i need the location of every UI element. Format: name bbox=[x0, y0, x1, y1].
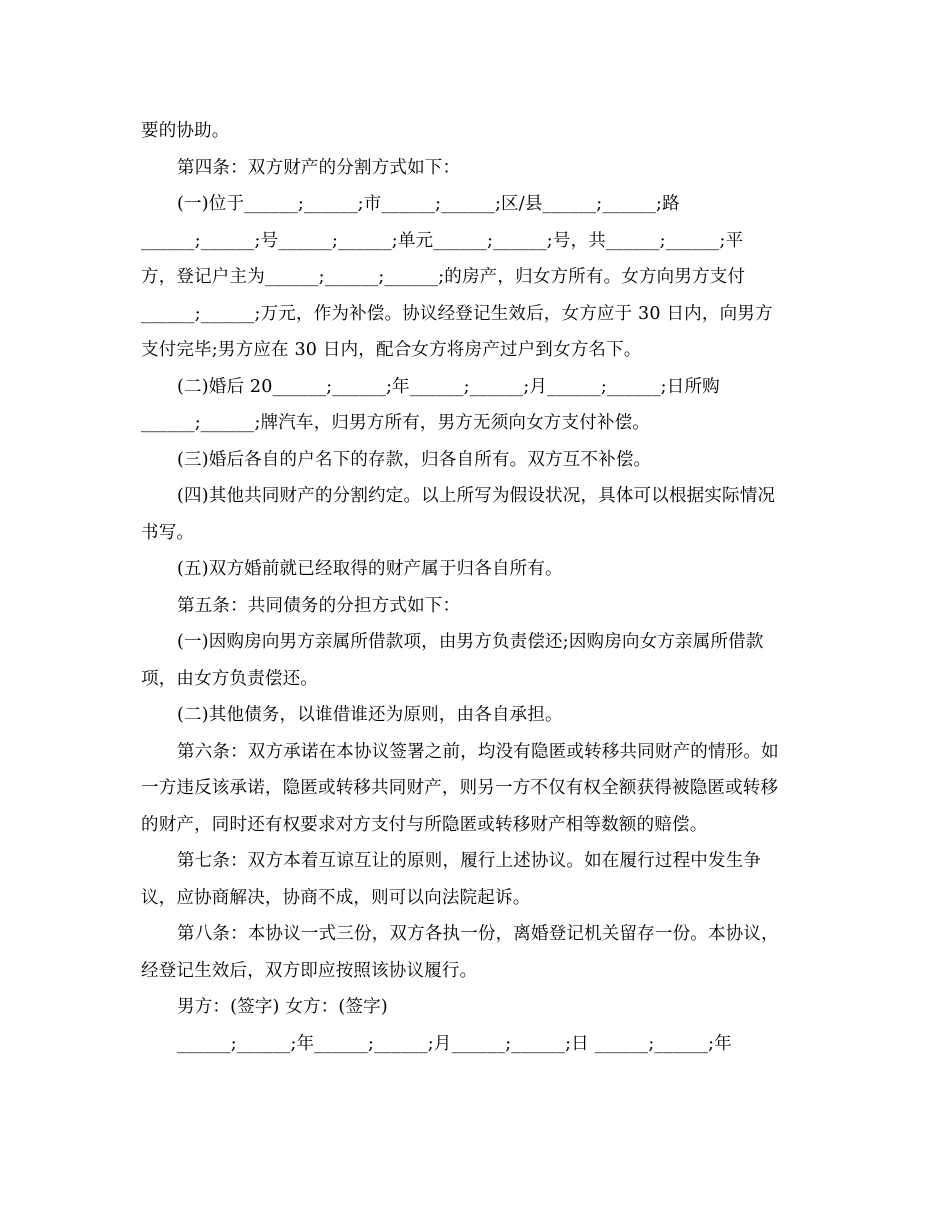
article-5-heading: 第五条：共同债务的分担方式如下： bbox=[177, 595, 461, 616]
article-6-line-3: 的财产，同时还有权要求对方支付与所隐匿或转移财产相等数额的赔偿。 bbox=[141, 814, 708, 835]
text-line-11: (四)其他共同财产的分割约定。以上所写为假设状况，具体可以根据实际情况 bbox=[177, 486, 776, 506]
document-body bbox=[141, 113, 811, 1062]
text-line-3: (一)位于______;______;市______;______;区/县______;______;路 bbox=[177, 194, 680, 214]
text-line-15: (一)因购房向男方亲属所借款项，由男方负责偿还;因购房向女方亲属所借款 bbox=[177, 632, 764, 652]
text-line-10: (三)婚后各自的户名下的存款，归各自所有。双方互不补偿。 bbox=[177, 449, 652, 470]
signature-line: 男方：(签字) 女方：(签字) bbox=[177, 997, 388, 1017]
text-line-6: ______;______;万元，作为补偿。协议经登记生效后，女方应于 30 日内，向男方 bbox=[141, 303, 773, 324]
article-8-line-1: 第八条：本协议一式三份，双方各执一份，离婚登记机关留存一份。本协议， bbox=[177, 924, 779, 944]
article-6-line-2: 一方违反该承诺，隐匿或转移共同财产，则另一方不仅有权全额获得被隐匿或转移 bbox=[141, 778, 779, 798]
article-6-line-1: 第六条：双方承诺在本协议签署之前，均没有隐匿或转移共同财产的情形。如 bbox=[177, 741, 779, 762]
date-line: ______;______;年______;______;月______;______;日 ______;______;年 bbox=[177, 1033, 732, 1054]
article-7-line-2: 议，应协商解决，协商不成，则可以向法院起诉。 bbox=[141, 887, 531, 908]
text-line-13: (五)双方婚前就已经取得的财产属于归各自所有。 bbox=[177, 559, 563, 579]
text-line-1: 要的协助。 bbox=[141, 121, 230, 141]
article-7-line-1: 第七条：双方本着互谅互让的原则，履行上述协议。如在履行过程中发生争 bbox=[177, 851, 762, 871]
text-line-16: 项，由女方负责偿还。 bbox=[141, 668, 318, 689]
article-4-heading: 第四条：双方财产的分割方式如下： bbox=[177, 157, 461, 178]
text-line-7: 支付完毕;男方应在 30 日内，配合女方将房产过户到女方名下。 bbox=[141, 340, 642, 360]
text-line-9: ______;______;牌汽车，归男方所有，男方无须向女方支付补偿。 bbox=[141, 413, 650, 433]
text-line-4: ______;______;号______;______;单元______;______;号，共______;______;平 bbox=[141, 230, 744, 251]
article-8-line-2: 经登记生效后，双方即应按照该协议履行。 bbox=[141, 960, 478, 981]
text-line-17: (二)其他债务，以谁借谁还为原则，由各自承担。 bbox=[177, 705, 563, 725]
text-line-5: 方，登记户主为______;______;______;的房产，归女方所有。女方向男方支付 bbox=[141, 267, 746, 287]
text-line-8: (二)婚后 20______;______;年______;______;月______;______;日所购 bbox=[177, 376, 720, 397]
text-line-12: 书写。 bbox=[141, 522, 195, 543]
